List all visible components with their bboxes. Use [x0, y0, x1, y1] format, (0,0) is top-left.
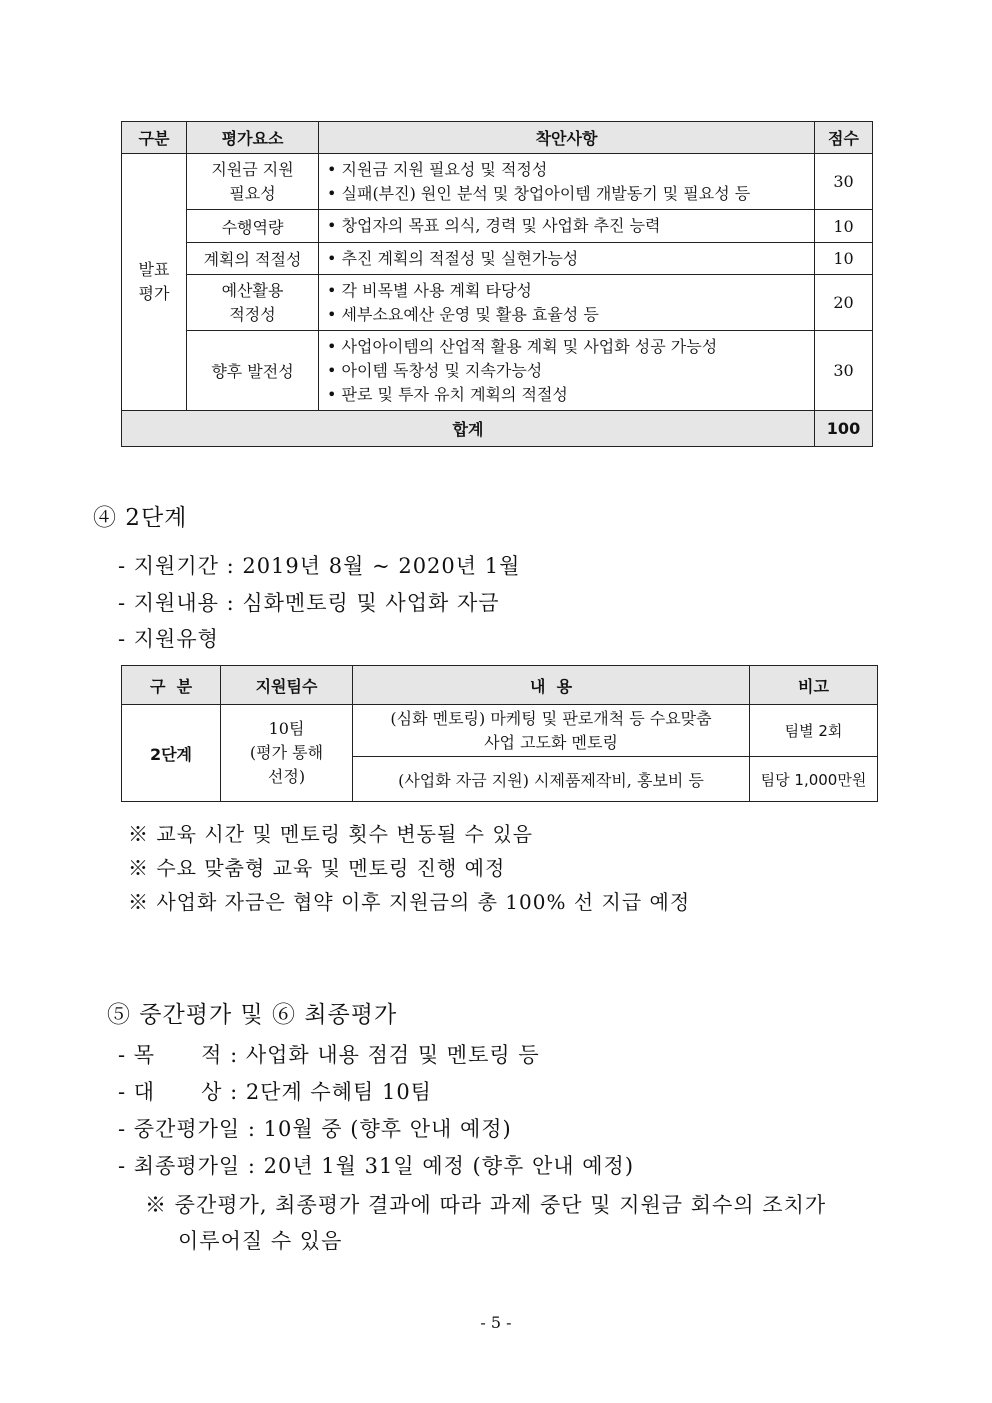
eval-item: 수행역량: [187, 210, 319, 243]
page-number: - 5 -: [480, 1313, 512, 1332]
eval-points: [319, 154, 815, 210]
eval-score: 10: [815, 243, 873, 275]
section5-line: - 최종평가일 : 20년 1월 31일 예정 (향후 안내 예정): [118, 1154, 635, 1178]
support-content: (심화 멘토링) 마케팅 및 판로개척 등 수요맞춤 사업 고도화 멘토링: [353, 705, 750, 757]
eval-point: • 추진 계획의 적절성 및 실현가능성: [327, 247, 814, 271]
stage-label: 2단계: [122, 705, 221, 802]
note-line: ※ 수요 맞춤형 교육 및 멘토링 진행 예정: [128, 856, 506, 880]
section5-line: - 중간평가일 : 10월 중 (향후 안내 예정): [118, 1117, 512, 1141]
header-points: 착안사항: [319, 122, 815, 154]
support-remark: 팀별 2회: [750, 705, 878, 757]
note-line: ※ 교육 시간 및 멘토링 횟수 변동될 수 있음: [128, 822, 533, 846]
section4-heading: ④ 2단계: [93, 505, 188, 531]
section5-note: 이루어질 수 있음: [178, 1229, 343, 1253]
section5-line: - 목 적 : 사업화 내용 점검 및 멘토링 등: [118, 1043, 540, 1067]
eval-point: • 창업자의 목표 의식, 경력 및 사업화 추진 능력: [327, 214, 814, 238]
eval-point: • 사업아이템의 산업적 활용 계획 및 사업화 성공 가능성: [327, 335, 814, 359]
eval-points: [319, 275, 815, 331]
evaluation-table: [121, 121, 873, 447]
note-line: ※ 사업화 자금은 협약 이후 지원금의 총 100% 선 지급 예정: [128, 890, 691, 914]
header-content: 내 용: [353, 666, 750, 705]
group-label: 발표 평가: [122, 154, 187, 411]
eval-item: 향후 발전성: [187, 331, 319, 411]
section4-line: - 지원유형: [118, 627, 219, 651]
section5-heading: ⑤ 중간평가 및 ⑥ 최종평가: [107, 1002, 398, 1028]
section5-note: ※ 중간평가, 최종평가 결과에 따라 과제 중단 및 지원금 회수의 조치가: [145, 1193, 827, 1217]
total-score: 100: [815, 411, 873, 447]
eval-point: • 지원금 지원 필요성 및 적정성: [327, 158, 814, 182]
eval-point: • 세부소요예산 운영 및 활용 효율성 등: [327, 303, 814, 327]
eval-item: 예산활용 적정성: [187, 275, 319, 331]
eval-score: 30: [815, 154, 873, 210]
eval-point: • 실패(부진) 원인 분석 및 창업아이템 개발동기 및 필요성 등: [327, 182, 814, 206]
header-remark: 비고: [750, 666, 878, 705]
header-element: 평가요소: [187, 122, 319, 154]
total-label: 합계: [122, 411, 815, 447]
header-category: 구 분: [122, 666, 221, 705]
eval-point: • 판로 및 투자 유치 계획의 적절성: [327, 383, 814, 407]
section4-line: - 지원기간 : 2019년 8월 ~ 2020년 1월: [118, 554, 521, 578]
eval-point: • 각 비목별 사용 계획 타당성: [327, 279, 814, 303]
header-score: 점수: [815, 122, 873, 154]
eval-points: [319, 331, 815, 411]
support-remark: 팀당 1,000만원: [750, 757, 878, 802]
team-count: 10팀 (평가 통해 선정): [221, 705, 353, 802]
eval-point: • 아이템 독창성 및 지속가능성: [327, 359, 814, 383]
eval-points: [319, 210, 815, 243]
header-category: 구분: [122, 122, 187, 154]
eval-points: [319, 243, 815, 275]
support-type-table: [121, 665, 878, 802]
header-team-count: 지원팀수: [221, 666, 353, 705]
eval-score: 30: [815, 331, 873, 411]
support-content: (사업화 자금 지원) 시제품제작비, 홍보비 등: [353, 757, 750, 802]
section5-line: - 대 상 : 2단계 수혜팀 10팀: [118, 1080, 432, 1104]
eval-score: 10: [815, 210, 873, 243]
eval-item: 계획의 적절성: [187, 243, 319, 275]
eval-item: 지원금 지원 필요성: [187, 154, 319, 210]
section4-line: - 지원내용 : 심화멘토링 및 사업화 자금: [118, 591, 500, 615]
eval-score: 20: [815, 275, 873, 331]
